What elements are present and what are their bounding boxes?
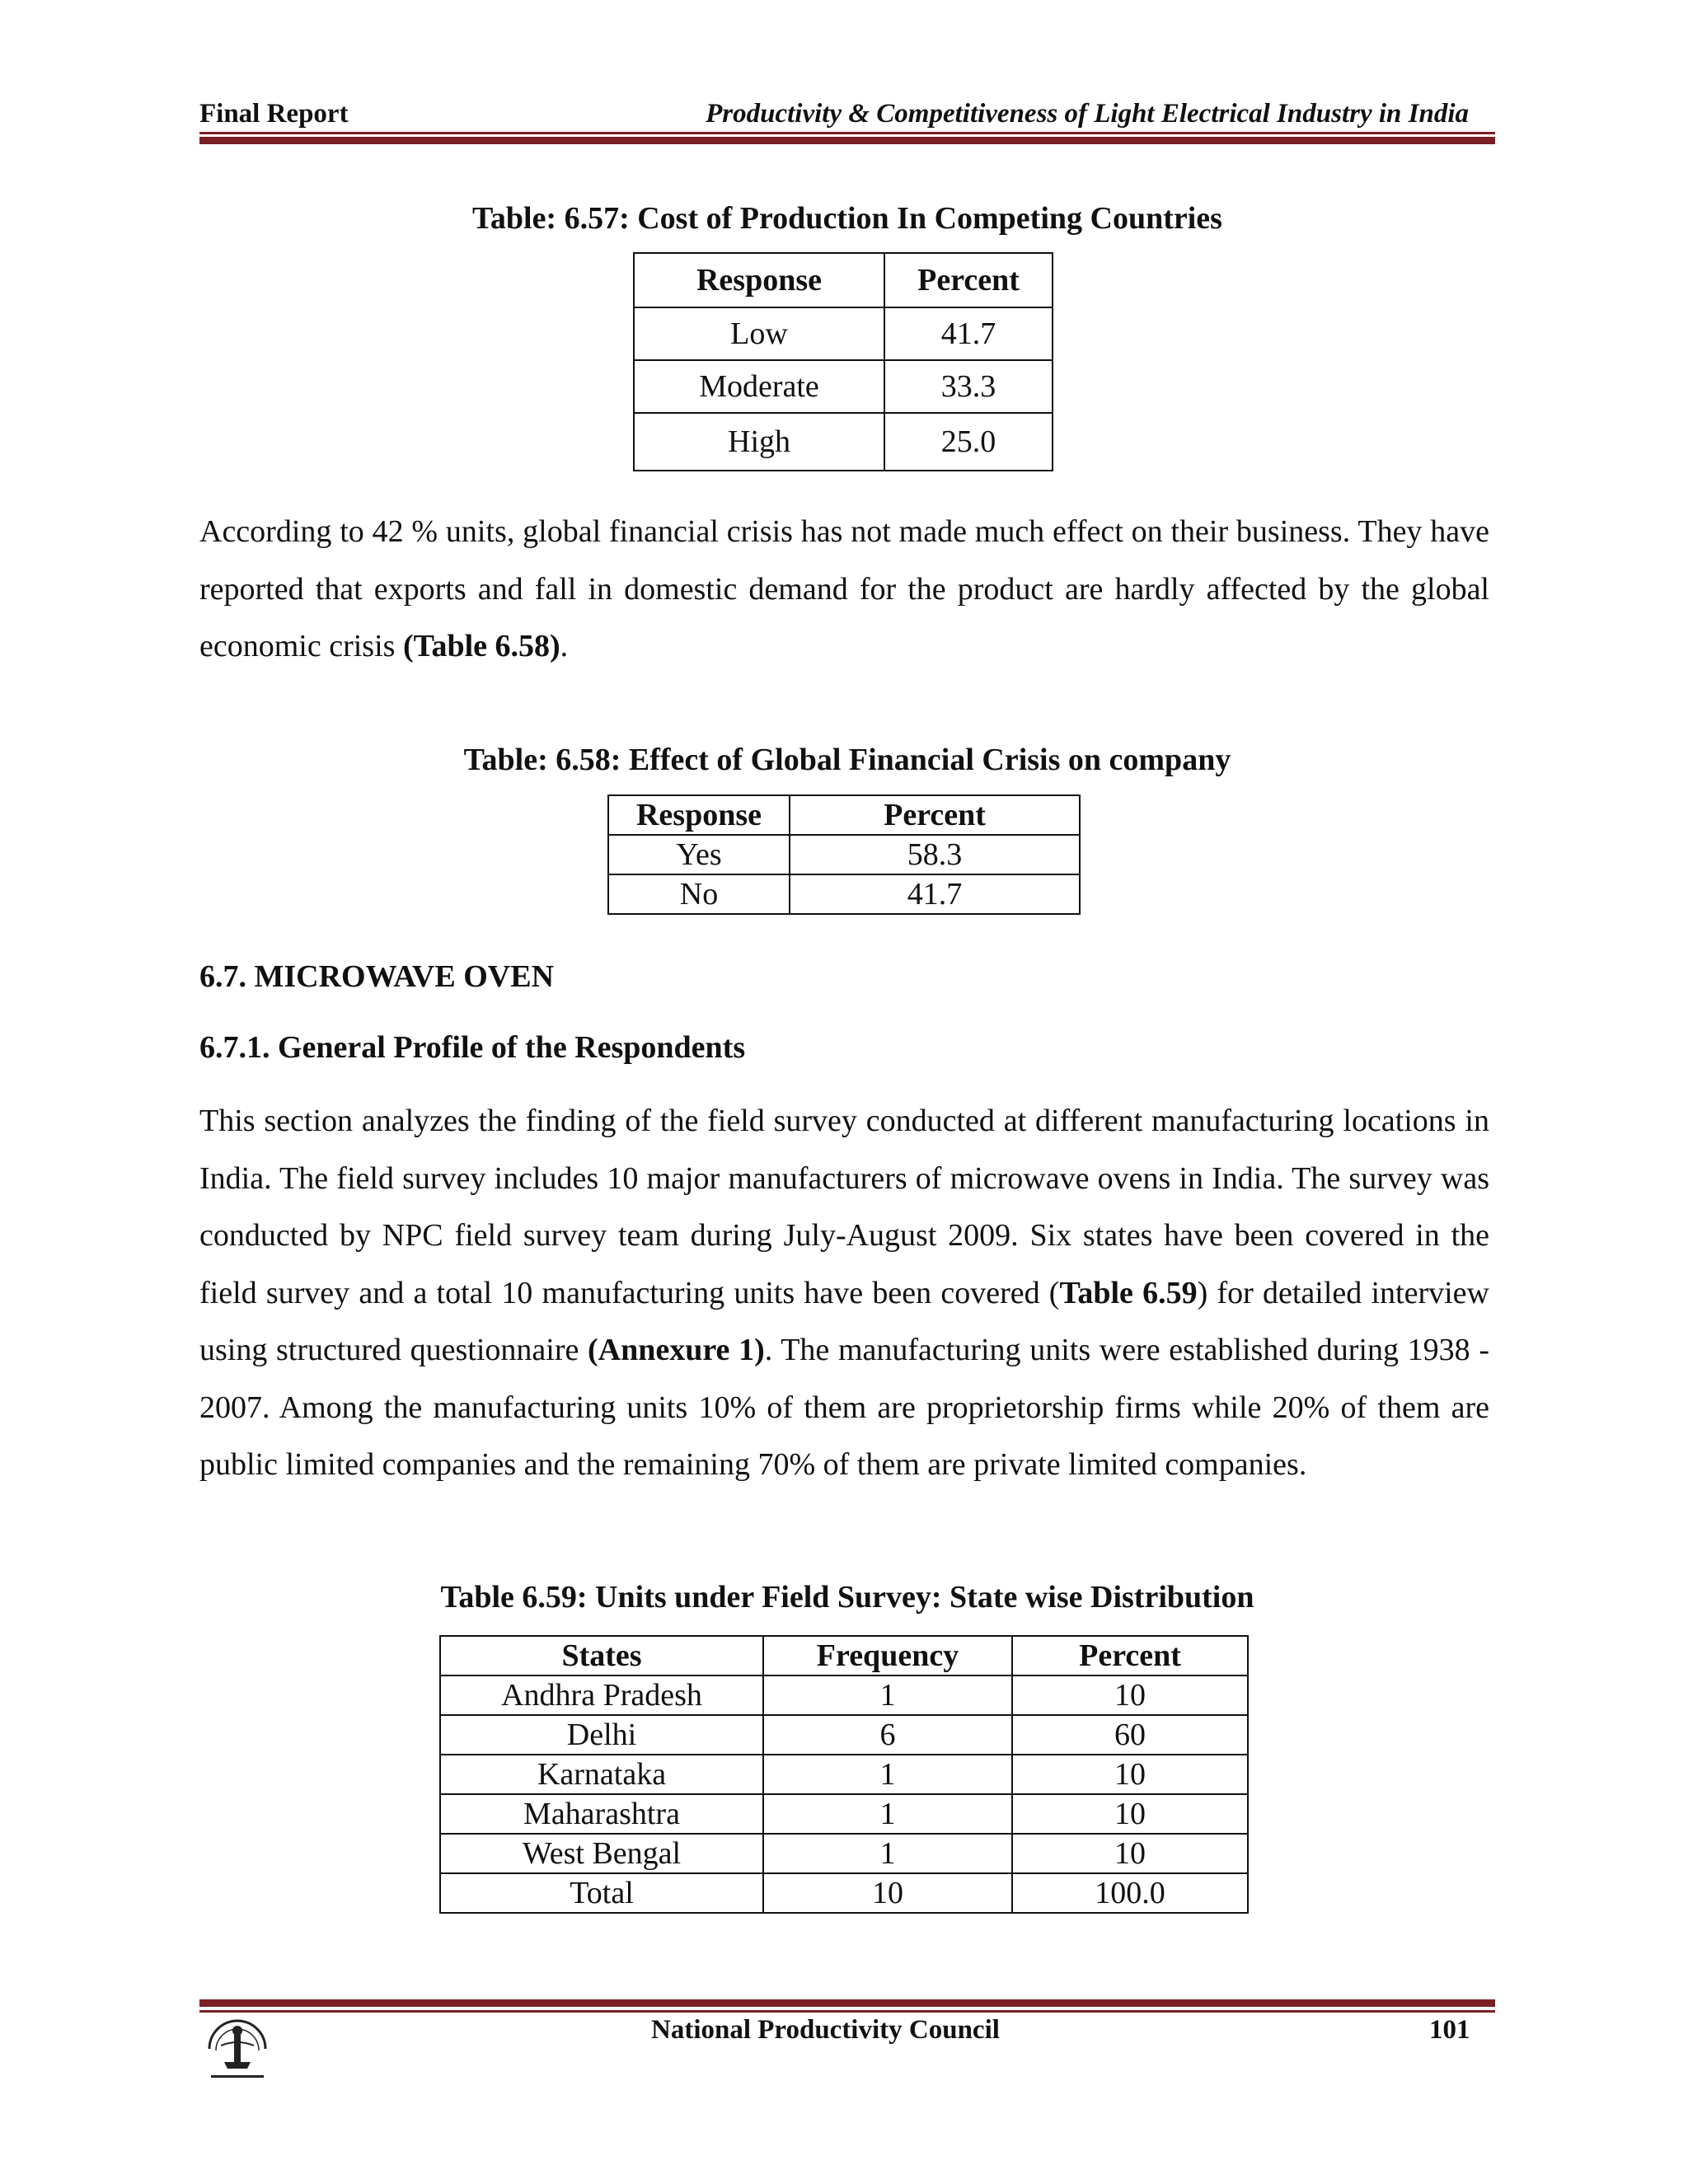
- table-658-cell: Yes: [608, 835, 790, 874]
- table-659: [439, 1635, 1249, 1914]
- footer-organization: National Productivity Council: [651, 2015, 1000, 2045]
- table-659-cell: 10: [763, 1873, 1012, 1913]
- table-659-cell: 6: [763, 1715, 1012, 1755]
- table-659-cell: 1: [763, 1755, 1012, 1794]
- section-heading: 6.7. MICROWAVE OVEN: [199, 959, 555, 994]
- table-659-cell: 1: [763, 1794, 1012, 1834]
- paragraph-text: According to 42 % units, global financial crisis has not made much effect on their business. They have reported that exports and fall in domestic demand for the product are hardly affected by the global economic crisis: [199, 514, 1489, 663]
- table-659-cell: Karnataka: [440, 1755, 763, 1794]
- table-659-cell: Delhi: [440, 1715, 763, 1755]
- table-658-cell: No: [608, 874, 790, 914]
- table-657-cell: 33.3: [884, 360, 1053, 413]
- table-659-cell: 1: [763, 1834, 1012, 1873]
- table-658-cell: 41.7: [790, 874, 1080, 914]
- table-659-cell: 10: [1012, 1794, 1248, 1834]
- table-659-cell: 10: [1012, 1675, 1248, 1715]
- table-659-cell: 60: [1012, 1715, 1248, 1755]
- paragraph-survey: [199, 1093, 1489, 1494]
- footer-rule-thin: [199, 2010, 1495, 2013]
- table-659-cell: Total: [440, 1873, 763, 1913]
- table-659-cell: West Bengal: [440, 1834, 763, 1873]
- table-657-cell: 25.0: [884, 413, 1053, 471]
- table-659-header: States: [440, 1636, 763, 1675]
- paragraph-text: . The manufacturing units were established during 1938 - 2007. Among the manufacturing units 10% of them are proprietorship firms while 20% of them are public limited companies and the remaining 70% of them are private limited companies.: [199, 1333, 1489, 1482]
- table-658-cell: 58.3: [790, 835, 1080, 874]
- table-659-header: Percent: [1012, 1636, 1248, 1675]
- table-659-cell: 100.0: [1012, 1873, 1248, 1913]
- table-ref: (Table 6.58): [402, 629, 560, 663]
- table-658-caption: Table: 6.58: Effect of Global Financial Crisis on company: [463, 743, 1231, 777]
- table-659-cell: 10: [1012, 1755, 1248, 1794]
- paragraph-text: This section analyzes the finding of the field survey conducted at different manufacturing locations in India. The field survey includes 10 major manufacturers of microwave ovens in India. The survey was conducted by NPC field survey team during July-August 2009. Six states have been covered in the field survey and a total 10 manufacturing units have been covered (: [199, 1104, 1489, 1310]
- paragraph-crisis: [199, 504, 1489, 676]
- paragraph-end: .: [560, 629, 569, 663]
- table-659-header: Frequency: [763, 1636, 1012, 1675]
- subsection-heading: 6.7.1. General Profile of the Respondents: [199, 1030, 746, 1065]
- table-657: [633, 252, 1053, 471]
- table-659-cell: Maharashtra: [440, 1794, 763, 1834]
- page-number: 101: [1429, 2015, 1470, 2045]
- header-left: Final Report: [199, 99, 349, 129]
- table-657-cell: High: [634, 413, 884, 471]
- table-657-cell: Moderate: [634, 360, 884, 413]
- header-rule-thin: [199, 132, 1495, 134]
- table-657-cell: Low: [634, 307, 884, 360]
- table-658: [607, 794, 1081, 915]
- table-657-cell: 41.7: [884, 307, 1053, 360]
- table-658-header: Response: [608, 795, 790, 835]
- table-658-header: Percent: [790, 795, 1080, 835]
- table-ref: Table 6.59: [1059, 1275, 1198, 1310]
- table-659-cell: Andhra Pradesh: [440, 1675, 763, 1715]
- footer-rule-thick: [199, 1999, 1495, 2007]
- paragraph-text: ) for detailed interview using structured questionnaire: [199, 1275, 1489, 1367]
- npc-emblem-icon: [199, 2016, 275, 2083]
- header-title: Productivity & Competitiveness of Light Electrical Industry in India: [706, 99, 1469, 129]
- table-657-header: Response: [634, 253, 884, 307]
- table-659-cell: 1: [763, 1675, 1012, 1715]
- table-659-cell: 10: [1012, 1834, 1248, 1873]
- header-rule-thick: [199, 137, 1495, 144]
- table-659-caption: Table 6.59: Units under Field Survey: State wise Distribution: [440, 1580, 1254, 1615]
- table-657-caption: Table: 6.57: Cost of Production In Competing Countries: [472, 201, 1222, 236]
- annexure-ref: (Annexure 1): [588, 1333, 765, 1367]
- table-657-header: Percent: [884, 253, 1053, 307]
